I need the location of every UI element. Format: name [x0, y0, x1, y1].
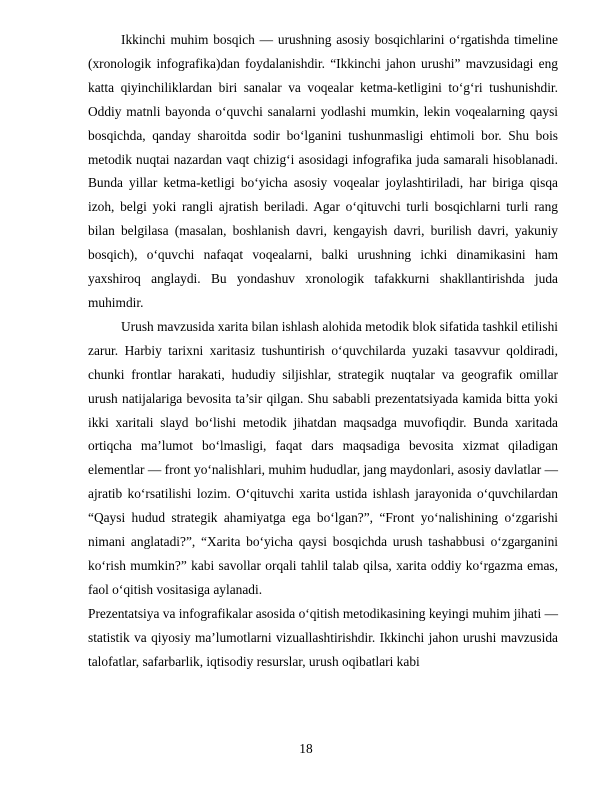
document-page — [88, 28, 558, 673]
paragraph-statistics: Prezentatsiya va infografikalar asosida o‘qitish metodikasining keyingi muhim jihati — statistik va qiyosiy ma’lumotlarni vizuallashtirishdir. Ikkinchi jahon urushi mavzusida talofatlar, safarbarlik, iqtisodiy resurslar, urush oqibatlari kabi — [88, 605, 558, 669]
page-number: 18 — [299, 741, 313, 756]
paragraph-timeline: Ikkinchi muhim bosqich — urushning asosiy bosqichlarini o‘rgatishda timeline (xronologik infografika)dan foydalanishdir. “Ikkinchi jahon urushi” mavzusidagi eng katta qiyinchiliklardan biri sanalar va voqealar ketma-ketligini to‘g‘ri tushunishdir. Oddiy matnli bayonda o‘quvchi sanalarni yodlashi mumkin, lekin voqealarning qaysi bosqichda, qanday sharoitda sodir bo‘lganini tushunmasligi ehtimoli bor. Shu bois metodik nuqtai nazardan vaqt chizig‘i asosidagi infografika juda samarali hisoblanadi. Bunda yillar ketma-ketligi bo‘yicha asosiy voqealar joylashtiriladi, har biriga qisqa izoh, belgi yoki rangli ajratish beriladi. Agar o‘qituvchi turli bosqichlarni turli rang bilan belgilasa (masalan, boshlanish davri, kengayish davri, burilish davri, yakuniy bosqich), o‘quvchi nafaqat voqealarni, balki urushning ichki dinamikasini ham yaxshiroq anglaydi. Bu yondashuv xronologik tafakkurni shakllantirishda juda muhimdir. — [88, 32, 558, 310]
paragraph-map: Urush mavzusida xarita bilan ishlash alohida metodik blok sifatida tashkil etilishi zarur. Harbiy tarixni xaritasiz tushuntirish o‘quvchilarda yuzaki tasavvur qoldiradi, chunki frontlar harakati, hududiy siljishlar, strategik nuqtalar va geografik omillar urush natijalariga bevosita ta’sir qilgan. Shu sababli prezentatsiyada kamida bitta yoki ikki xaritali slayd bo‘lishi metodik jihatdan maqsadga muvofiqdir. Bunda xaritada ortiqcha ma’lumot bo‘lmasligi, faqat dars maqsadiga bevosita xizmat qiladigan elementlar — front yo‘nalishlari, muhim hududlar, jang maydonlari, asosiy davlatlar — ajratib ko‘rsatilishi lozim. O‘qituvchi xarita ustida ishlash jarayonida o‘quvchilardan “Qaysi hudud strategik ahamiyatga ega bo‘lgan?”, “Front yo‘nalishining o‘zgarishi nimani anglatadi?”, “Xarita bo‘yicha qaysi bosqichda urush tashabbusi o‘zgarganini ko‘rish mumkin?” kabi savollar orqali tahlil talab qilsa, xarita oddiy ko‘rgazma emas, faol o‘qitish vositasiga aylanadi. — [88, 318, 558, 597]
